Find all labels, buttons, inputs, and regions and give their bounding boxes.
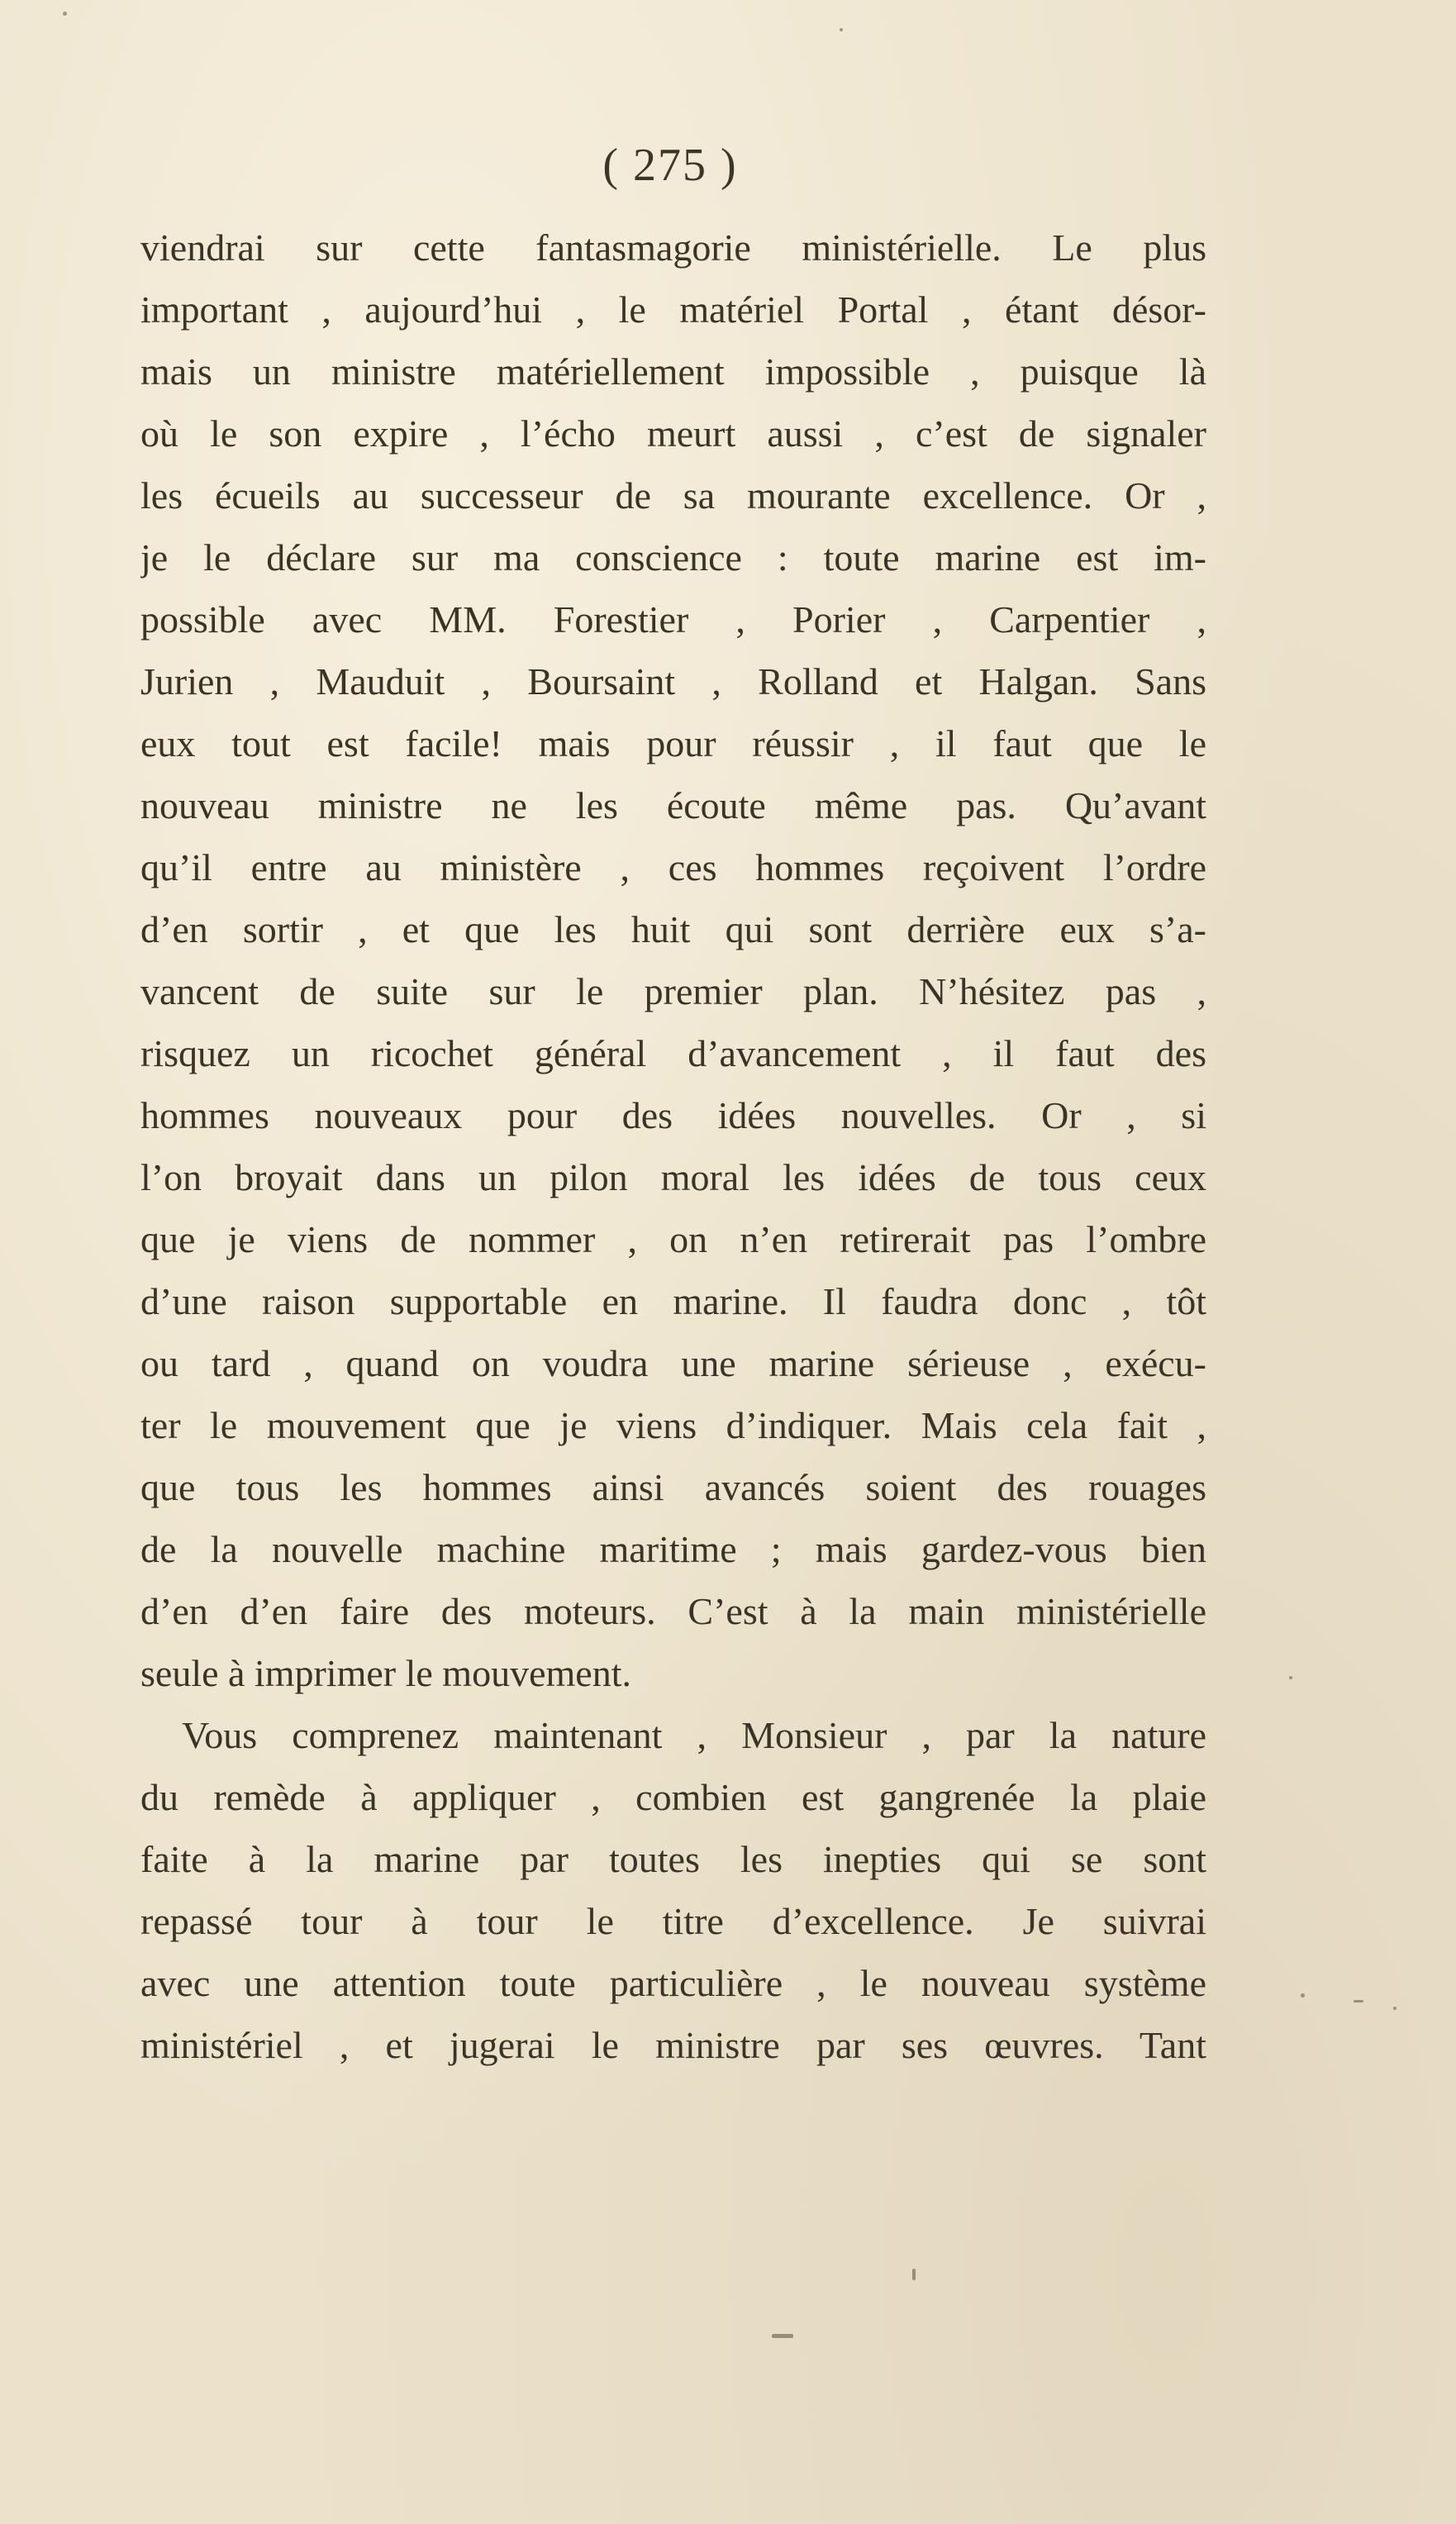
text-line: repassé tour à tour le titre d’excellence. Je suivrai [140, 1900, 1206, 1942]
text-line: risquez un ricochet général d’avancement , il faut des [140, 1032, 1206, 1074]
text-line: possible avec MM. Forestier , Porier , Carpentier , [140, 598, 1206, 641]
paper-speck [1393, 2007, 1397, 2010]
paper-speck [1354, 2000, 1363, 2003]
text-line: que je viens de nommer , on n’en retirerait pas l’ombre [140, 1218, 1206, 1260]
page-number: ( 275 ) [602, 140, 738, 191]
text-line: Jurien , Mauduit , Boursaint , Rolland et Halgan. Sans [140, 660, 1206, 702]
text-line: eux tout est facile! mais pour réussir , il faut que le [140, 722, 1206, 764]
text-line: vancent de suite sur le premier plan. N’hésitez pas , [140, 970, 1206, 1012]
text-line: je le déclare sur ma conscience : toute marine est im- [140, 536, 1206, 579]
text-line: qu’il entre au ministère , ces hommes reçoivent l’ordre [140, 846, 1206, 888]
text-line: de la nouvelle machine maritime ; mais gardez-vous bien [140, 1528, 1206, 1570]
text-line: important , aujourd’hui , le matériel Portal , étant désor- [140, 288, 1206, 331]
text-line: seule à imprimer le mouvement. [140, 1652, 631, 1694]
text-line: mais un ministre matériellement impossible , puisque là [140, 350, 1206, 393]
text-line: d’une raison supportable en marine. Il faudra donc , tôt [140, 1280, 1206, 1322]
text-line: avec une attention toute particulière , le nouveau système [140, 1962, 1206, 2004]
paper-speck [1289, 1676, 1292, 1679]
text-line: d’en sortir , et que les huit qui sont derrière eux s’a- [140, 908, 1206, 950]
paper-speck [772, 2334, 793, 2338]
text-line: nouveau ministre ne les écoute même pas. Qu’avant [140, 784, 1206, 826]
text-line: ou tard , quand on voudra une marine sérieuse , exécu- [140, 1342, 1206, 1384]
paper-speck [840, 28, 843, 31]
text-line: faite à la marine par toutes les inepties qui se sont [140, 1838, 1206, 1880]
paper-speck [63, 12, 67, 16]
text-line: viendrai sur cette fantasmagorie ministérielle. Le plus [140, 226, 1206, 269]
text-line: hommes nouveaux pour des idées nouvelles. Or , si [140, 1094, 1206, 1136]
paper-speck [912, 2269, 916, 2280]
text-line: où le son expire , l’écho meurt aussi , c’est de signaler [140, 412, 1206, 455]
paper-speck [1301, 1993, 1305, 1998]
text-line: que tous les hommes ainsi avancés soient des rouages [140, 1466, 1206, 1508]
text-line: Vous comprenez maintenant , Monsieur , par la nature [182, 1714, 1206, 1756]
text-line: du remède à appliquer , combien est gangrenée la plaie [140, 1776, 1206, 1818]
body-text [140, 217, 1206, 2076]
text-line: les écueils au successeur de sa mourante excellence. Or , [140, 474, 1206, 517]
text-line: ter le mouvement que je viens d’indiquer. Mais cela fait , [140, 1404, 1206, 1446]
text-line: ministériel , et jugerai le ministre par ses œuvres. Tant [140, 2024, 1206, 2066]
text-line: d’en d’en faire des moteurs. C’est à la main ministérielle [140, 1590, 1206, 1632]
text-line: l’on broyait dans un pilon moral les idées de tous ceux [140, 1156, 1206, 1198]
